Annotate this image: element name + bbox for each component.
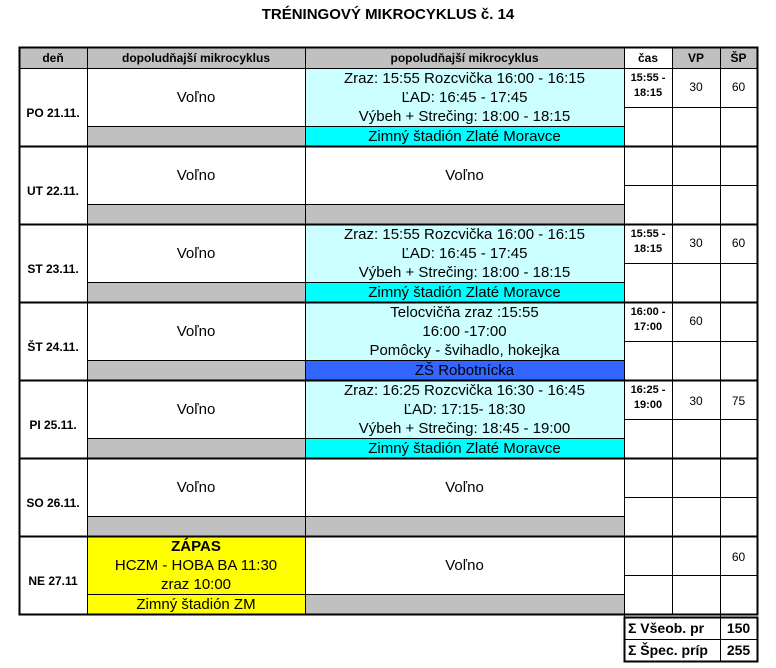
time-cell: 16:25 - 19:00 — [630, 384, 666, 411]
afternoon-line: Pomôcky - švihadlo, hokejka — [369, 341, 560, 359]
morning-cell: Voľno — [176, 322, 216, 340]
afternoon-line: Zraz: 15:55 Rozcvička 16:00 - 16:15 — [344, 225, 585, 243]
day-label: UT 22.11. — [26, 184, 80, 198]
match-title: ZÁPAS — [171, 537, 221, 555]
day-label: ŠT 24.11. — [27, 340, 79, 354]
afternoon-line: Voľno — [445, 166, 484, 184]
vp-value: 30 — [689, 80, 703, 94]
afternoon-line: Voľno — [445, 478, 484, 496]
day-label: SO 26.11. — [26, 496, 80, 510]
morning-cell: Voľno — [176, 88, 216, 106]
match-location: Zimný štadión ZM — [87, 594, 305, 614]
morning-cell: Voľno — [176, 166, 216, 184]
morning-cell: Voľno — [176, 478, 216, 496]
afternoon-line: Výbeh + Strečing: 18:00 - 18:15 — [358, 263, 571, 281]
header-afternoon: popoludňajší mikrocyklus — [305, 47, 624, 68]
time-cell: 15:55 - 18:15 — [630, 72, 666, 99]
afternoon-location: Zimný štadión Zlaté Moravce — [305, 438, 624, 458]
sp-value: 60 — [731, 550, 746, 564]
day-label: NE 27.11 — [28, 574, 78, 588]
time-cell: 15:55 - 18:15 — [630, 228, 666, 255]
header-day: deň — [19, 47, 87, 68]
sum-special-value: 255 — [726, 642, 751, 658]
afternoon-location: ZŠ Robotnícka — [305, 360, 624, 380]
afternoon-line: 16:00 -17:00 — [422, 322, 507, 340]
day-label: PI 25.11. — [29, 418, 77, 432]
afternoon-line: Výbeh + Strečing: 18:00 - 18:15 — [358, 107, 571, 125]
day-label: PO 21.11. — [26, 106, 80, 120]
sum-general-label: Σ Všeob. pr — [628, 620, 705, 636]
afternoon-location: Zimný štadión Zlaté Moravce — [305, 126, 624, 146]
afternoon-line: Výbeh + Strečing: 18:45 - 19:00 — [358, 419, 571, 437]
sum-general-value: 150 — [726, 620, 751, 636]
morning-cell: Voľno — [176, 400, 216, 418]
afternoon-location: Zimný štadión Zlaté Moravce — [305, 282, 624, 302]
afternoon-line: Zraz: 16:25 Rozcvička 16:30 - 16:45 — [344, 381, 585, 399]
header-vp: VP — [672, 47, 720, 68]
header-morning: dopoludňajší mikrocyklus — [87, 47, 305, 68]
vp-value: 30 — [689, 236, 703, 250]
afternoon-line: Voľno — [445, 556, 484, 574]
sp-value: 60 — [731, 80, 746, 94]
sp-value: 75 — [731, 394, 746, 408]
page-title: TRÉNINGOVÝ MIKROCYKLUS č. 14 — [261, 6, 515, 23]
header-time: čas — [624, 47, 672, 68]
afternoon-line: ĽAD: 16:45 - 17:45 — [401, 244, 528, 262]
sum-special-label: Σ Špec. príp — [628, 642, 708, 658]
sp-value: 60 — [731, 236, 746, 250]
match-meeting: zraz 10:00 — [160, 575, 232, 593]
vp-value: 60 — [689, 314, 703, 328]
header-sp: ŠP — [720, 47, 757, 68]
day-label: ST 23.11. — [27, 262, 79, 276]
afternoon-line: ĽAD: 16:45 - 17:45 — [401, 88, 528, 106]
time-cell: 16:00 - 17:00 — [630, 306, 666, 333]
vp-value: 30 — [689, 394, 703, 408]
match-teams: HCZM - HOBA BA 11:30 — [114, 556, 278, 574]
afternoon-line: ĽAD: 17:15- 18:30 — [403, 400, 526, 418]
afternoon-line: Telocvičňa zraz :15:55 — [390, 303, 539, 321]
afternoon-line: Zraz: 15:55 Rozcvička 16:00 - 16:15 — [344, 69, 585, 87]
morning-cell: Voľno — [176, 244, 216, 262]
